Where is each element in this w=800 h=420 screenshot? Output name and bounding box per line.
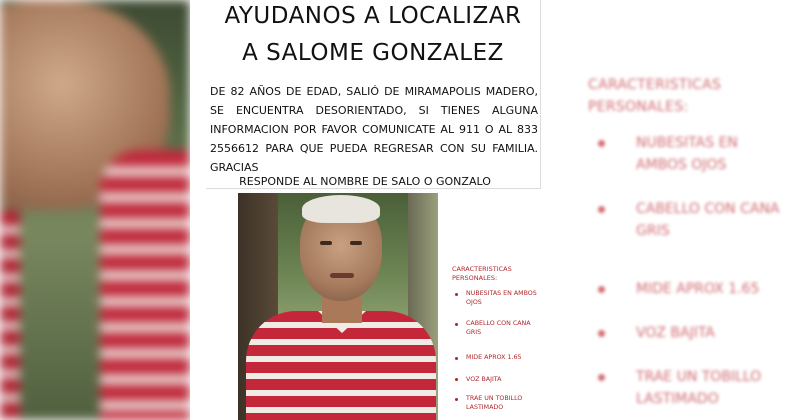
photo-hair <box>302 195 380 223</box>
characteristic-item: VOZ BAJITA <box>452 376 540 385</box>
characteristics-heading: CARACTERISTICAS PERSONALES: <box>452 265 512 282</box>
flyer-header-box <box>206 0 541 189</box>
blurred-characteristics-heading: CARACTERISTICAS PERSONALES: <box>588 77 722 115</box>
characteristic-item: MIDE APROX 1.65 <box>452 354 540 363</box>
blurred-striped-shirt <box>100 150 190 420</box>
blurred-list-item: VOZ BAJITA <box>588 322 788 344</box>
blurred-list-item: TRAE UN TOBILLO LASTIMADO <box>588 366 788 410</box>
flyer-title-line-2: A SALOME GONZALEZ <box>242 40 504 66</box>
flyer-respond-note: RESPONDE AL NOMBRE DE SALO O GONZALO <box>239 175 491 188</box>
blurred-background-photo <box>0 0 190 420</box>
flyer-title-line-1: AYUDANOS A LOCALIZAR <box>224 3 522 29</box>
characteristic-item: CABELLO CON CANA GRIS <box>452 320 540 337</box>
characteristics-list <box>452 290 540 412</box>
missing-person-flyer <box>190 0 540 420</box>
blurred-list-item: MIDE APROX 1.65 <box>588 278 788 300</box>
blurred-list-item: NUBESITAS EN AMBOS OJOS <box>588 132 788 176</box>
person-photo <box>238 193 438 420</box>
blurred-characteristics-list <box>588 132 788 410</box>
photo-eye <box>320 241 332 245</box>
photo-eye <box>350 241 362 245</box>
flyer-description: DE 82 AÑOS DE EDAD, SALIÓ DE MIRAMAPOLIS MADERO, SE ENCUENTRA DESORIENTADO, SI TIENES ALGUNA INFORMACION POR FAVOR COMUNICATE AL 911 O AL 833 2556612 PARA QUE PUEDA REGRESAR CON SU FAMILIA. GRACIAS <box>210 85 538 174</box>
blurred-list-item: CABELLO CON CANA GRIS <box>588 198 788 242</box>
blurred-striped-shirt-edge <box>0 210 20 420</box>
characteristic-item: NUBESITAS EN AMBOS OJOS <box>452 290 540 307</box>
photo-mouth <box>330 273 354 278</box>
characteristic-item: TRAE UN TOBILLO LASTIMADO <box>452 395 540 412</box>
blurred-background-list <box>540 0 800 420</box>
